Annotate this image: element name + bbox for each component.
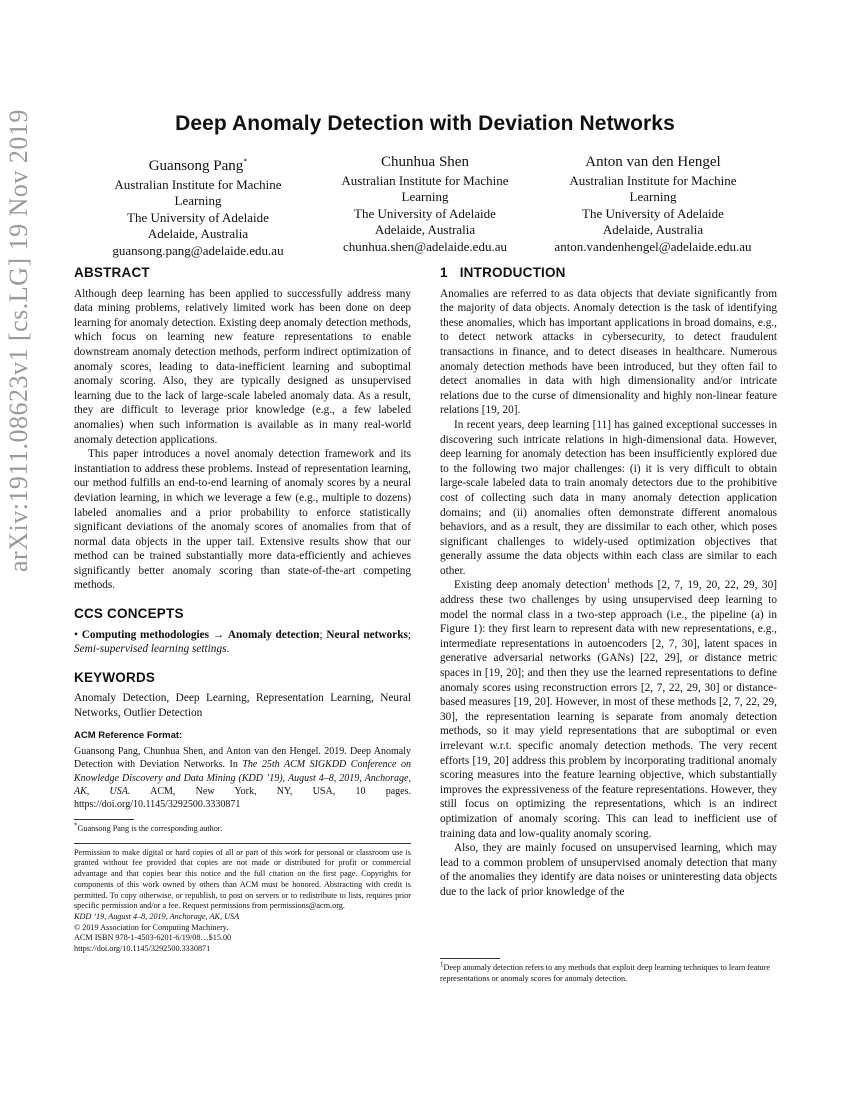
arxiv-side-stamp: arXiv:1911.08623v1 [cs.LG] 19 Nov 2019 [4, 109, 33, 572]
abstract-paragraph-1: Although deep learning has been applied to successfully address many data mining problems, relatively limited work has been done on deep learning for anomaly detection. Existing deep anomaly detection methods, which focus on learning new feature representations to enable downstream anomaly detection methods, perform indirect optimization of anomaly scores, leading to data-inefficient learning and suboptimal anomaly scoring. Also, they are typically designed as unsupervised learning due to the lack of large-scale labeled anomaly data. As a result, they are difficult to leverage prior knowledge (e.g., a few labeled anomalies) when such information is available as in many real-world anomaly detection applications. [74, 287, 411, 446]
keywords-heading: KEYWORDS [74, 669, 156, 685]
author-email: chunhua.shen@adelaide.edu.au [343, 238, 507, 254]
author-block-3 [533, 154, 773, 255]
introduction-paragraph-2: In recent years, deep learning [11] has gained exceptional successes in discovering such intricate relations in high-dimensional data. However, deep learning for anomaly detection has been insufficiently explored due to the following two major challenges: (i) it is very difficult to obtain large-scale labeled data to train anomaly detectors due to the prohibitive cost of collecting such data in many anomaly detection application domains; and (ii) anomalies often demonstrate different anomalous behaviors, and as a result, they are dissimilar to each other, which poses significant challenges to widely-used optimization objectives that generally assume the data objects within each class are similar to each other. [440, 418, 777, 577]
author-name: Guansong Pang [148, 158, 244, 174]
author-affiliation: Learning [401, 189, 449, 204]
author-affiliation: The University of Adelaide [582, 205, 724, 221]
author-name: Chunhua Shen [381, 154, 469, 170]
conference-line: KDD ’19, August 4–8, 2019, Anchorage, AK, USA [74, 911, 240, 921]
ccs-heading: CCS CONCEPTS [74, 606, 184, 622]
author-affiliation: Learning [174, 193, 222, 208]
acm-reference-text: Guansong Pang, Chunhua Shen, and Anton van den Hengel. 2019. Deep Anomaly Detection with Deviation Networks. In The 25th ACM SIGKDD Conference on Knowledge Discovery and Data Mining (KDD ’19), August 4–8, 2019, Anchorage, AK, USA. ACM, New York, NY, USA, 10 pages. https://doi.org/10.1145/3292500.3330871 [74, 746, 412, 811]
keywords-text: Anomaly Detection, Deep Learning, Representation Learning, Neural Networks, Outlier Detection [74, 692, 411, 720]
right-column [440, 266, 777, 900]
permission-rule [74, 843, 411, 844]
author-email: guansong.pang@adelaide.edu.au [112, 242, 284, 258]
footnote-rule [74, 819, 134, 820]
author-name: Anton van den Hengel [585, 154, 721, 170]
author-affiliation: The University of Adelaide [354, 205, 496, 221]
copyright-line: © 2019 Association for Computing Machinery. [74, 922, 229, 932]
author-block-1 [78, 154, 318, 259]
acm-reference-heading: ACM Reference Format: [74, 729, 183, 741]
doi-link[interactable]: https://doi.org/10.1145/3292500.3330871 [74, 944, 211, 954]
paper-title: Deep Anomaly Detection with Deviation Networks [175, 112, 675, 135]
author-footnote: *Guansong Pang is the corresponding author. [74, 821, 223, 834]
footnote-1: $^1$Deep anomaly detection refers to any methods that exploit deep learning techniques to learn feature representations or anomaly scores for anomaly detection. [440, 960, 770, 983]
introduction-paragraph-1: Anomalies are referred to as data objects that deviate significantly from the majority of data objects. Anomaly detection is the task of identifying these anomalies, which has important applications in broad domains, e.g., to detect network attacks in cybersecurity, to detect fraudulent transactions in finance, and to detect diseases in healthcare. Numerous anomaly detection methods have been introduced, but they often fail to detect anomalies in data with high dimensionality and/or intricate relations due to the curse of dimensionality and highly non-linear feature relations [19, 20]. [440, 287, 777, 417]
footnote-area [440, 958, 777, 984]
introduction-heading: 1 INTRODUCTION [440, 265, 566, 280]
introduction-paragraph-4: Also, they are mainly focused on unsupervised learning, which may lead to a common problem of unsupervised anomaly detection that many of the anomalies they identify are data noises or uninteresting data objects due to the lack of prior knowledge of the [440, 842, 777, 898]
ccs-concepts: • Computing methodologies → Anomaly detection; Neural networks; Semi-supervised learning settings. [74, 628, 412, 656]
author-affiliation: Australian Institute for Machine [341, 172, 509, 188]
abstract-paragraph-2: This paper introduces a novel anomaly detection framework and its instantiation to address these problems. Instead of representation learning, our method fulfills an end-to-end learning of anomaly scores by a neural deviation learning, in which we leverage a few (e.g., multiple to dozens) labeled anomalies and a prior probability to enforce statistically significant deviations of the anomaly scores of anomalies from that of normal data objects in the upper tail. Extensive results show that our method can be trained substantially more data-efficiently and achieves significantly better anomaly scoring than state-of-the-art competing methods. [74, 448, 411, 592]
introduction-paragraph-3: Existing deep anomaly detection$^1$ methods [2, 7, 19, 20, 22, 29, 30] address these two challenges by using unsupervised deep learning to model the normal class in a two-step approach (i.e., the pipeline (a) in Figure 1): they first learn to represent data with new representations, e.g., intermediate representations in autoencoders [2, 7, 30], latent spaces in generative adversarial networks (GANs) [22, 29], or distance metric spaces in [19, 20]; and then they use the learned representations to define anomaly scores using reconstruction errors [2, 7, 22, 29, 30] or distance-based measures [19, 20]. However, in most of these methods [2, 7, 22, 29, 30], the representation learning is separate from anomaly detection methods, so it may yield representations that are suboptimal or even irrelevant w.r.t. specific anomaly detection methods. The very recent efforts [19, 20] address this problem by incorporating traditional anomaly scoring measures into the feature learning objective, which substantially improves the expressiveness of the feature representations. However, they still focus on optimizing the representations, which is an indirect optimization of anomaly scoring. This can lead to inefficient use of training data and low-quality anomaly scoring. [440, 577, 777, 840]
author-affiliation: Australian Institute for Machine [114, 176, 282, 192]
author-affiliation: Adelaide, Australia [374, 222, 476, 237]
footnote-rule [440, 958, 500, 959]
author-affiliation: Adelaide, Australia [147, 226, 249, 241]
permission-notice: Permission to make digital or hard copies of all or part of this work for personal or classroom use is granted without fee provided that copies are not made or distributed for profit or commercial advantage and that copies bear this notice and the full citation on the first page. Copyrights for components of this work owned by others than ACM must be honored. Abstracting with credit is permitted. To copy otherwise, or republish, to post on servers or to redistribute to lists, requires prior specific permission and/or a fee. Request permissions from permissions@acm.org. [74, 847, 411, 911]
abstract-heading: ABSTRACT [74, 265, 150, 280]
author-block-2 [305, 154, 545, 255]
author-email: anton.vandenhengel@adelaide.edu.au [554, 238, 752, 254]
isbn-line: ACM ISBN 978-1-4503-6201-6/19/08…$15.00 [74, 933, 232, 943]
author-affiliation: The University of Adelaide [127, 209, 269, 225]
author-affiliation: Learning [629, 189, 677, 204]
author-mark: * [243, 157, 248, 166]
author-affiliation: Adelaide, Australia [602, 222, 704, 237]
footnote-marker[interactable]: 1 [606, 577, 611, 586]
author-affiliation: Australian Institute for Machine [569, 172, 737, 188]
left-column [74, 266, 411, 955]
